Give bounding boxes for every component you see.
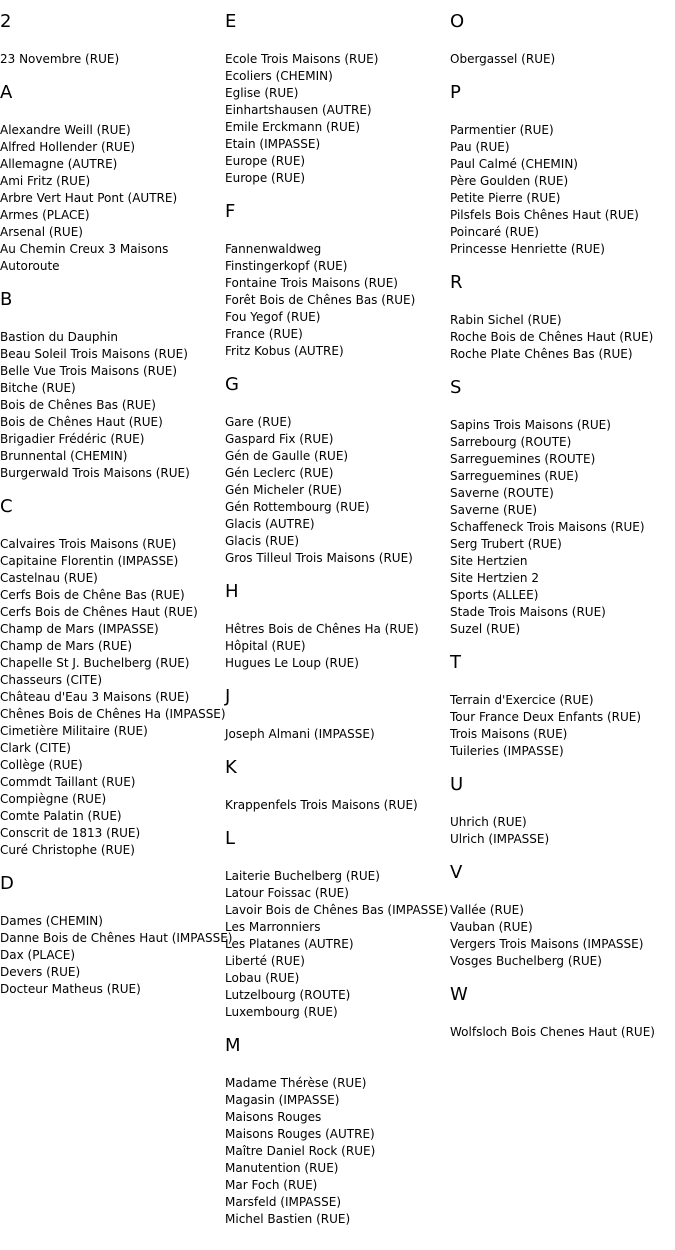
letter-group	[450, 82, 675, 258]
street-list	[450, 902, 675, 970]
letter-heading: G	[225, 374, 239, 395]
street-link[interactable]: Arsenal (RUE)	[0, 225, 83, 239]
street-link[interactable]: Sarreguemines (RUE)	[450, 469, 579, 483]
letter-group	[450, 272, 675, 363]
street-link[interactable]: Lavoir Bois de Chênes Bas (IMPASSE)	[225, 903, 449, 917]
letter-group	[0, 289, 225, 482]
letter-heading: K	[225, 757, 237, 778]
street-link[interactable]: Armes (PLACE)	[0, 208, 90, 222]
street-list	[450, 417, 675, 638]
street-link[interactable]: Ecoliers (CHEMIN)	[225, 69, 333, 83]
street-link[interactable]: Calvaires Trois Maisons (RUE)	[0, 537, 177, 551]
street-link[interactable]: Roche Plate Chênes Bas (RUE)	[450, 347, 633, 361]
street-link[interactable]: 23 Novembre (RUE)	[0, 52, 120, 66]
street-link[interactable]: Madame Thérèse (RUE)	[225, 1076, 367, 1090]
street-list	[225, 797, 450, 814]
street-link[interactable]: Vauban (RUE)	[450, 920, 533, 934]
street-link[interactable]: Les Platanes (AUTRE)	[225, 937, 354, 951]
street-link[interactable]: Arbre Vert Haut Pont (AUTRE)	[0, 191, 178, 205]
street-list	[0, 51, 225, 68]
letter-heading: L	[225, 828, 236, 849]
street-link[interactable]: Joseph Almani (IMPASSE)	[225, 727, 375, 741]
letter-heading: E	[225, 11, 237, 32]
street-link[interactable]: Finstingerkopf (RUE)	[225, 259, 348, 273]
street-link[interactable]: Uhrich (RUE)	[450, 815, 527, 829]
letter-group	[225, 686, 450, 743]
street-link[interactable]: Collège (RUE)	[0, 758, 83, 772]
street-link[interactable]: Latour Foissac (RUE)	[225, 886, 349, 900]
street-link[interactable]: Bois de Chênes Haut (RUE)	[0, 415, 163, 429]
street-link[interactable]: Comte Palatin (RUE)	[0, 809, 122, 823]
street-link[interactable]: Poincaré (RUE)	[450, 225, 539, 239]
street-link[interactable]: Bitche (RUE)	[0, 381, 76, 395]
street-link[interactable]: France (RUE)	[225, 327, 303, 341]
street-link[interactable]: Chasseurs (CITE)	[0, 673, 103, 687]
letter-heading: H	[225, 581, 239, 602]
index-column-1	[0, 11, 233, 1012]
street-link[interactable]: Maisons Rouges (AUTRE)	[225, 1127, 375, 1141]
street-link[interactable]: Europe (RUE)	[225, 171, 306, 185]
street-link[interactable]: Wolfsloch Bois Chenes Haut (RUE)	[450, 1025, 655, 1039]
street-link[interactable]: Princesse Henriette (RUE)	[450, 242, 605, 256]
letter-heading: C	[0, 496, 13, 517]
street-link[interactable]: Suzel (RUE)	[450, 622, 521, 636]
street-link[interactable]: Capitaine Florentin (IMPASSE)	[0, 554, 179, 568]
letter-group	[450, 652, 675, 760]
street-link[interactable]: Vergers Trois Maisons (IMPASSE)	[450, 937, 644, 951]
street-link[interactable]: Belle Vue Trois Maisons (RUE)	[0, 364, 178, 378]
street-list	[225, 868, 450, 1021]
letter-heading: A	[0, 82, 13, 103]
letter-group	[225, 581, 450, 672]
street-link[interactable]: Tuileries (IMPASSE)	[450, 744, 564, 758]
street-list	[450, 814, 675, 848]
street-link[interactable]: Rabin Sichel (RUE)	[450, 313, 562, 327]
street-link[interactable]: Emile Erckmann (RUE)	[225, 120, 361, 134]
street-link[interactable]: Sports (ALLEE)	[450, 588, 539, 602]
street-link[interactable]: Laiterie Buchelberg (RUE)	[225, 869, 380, 883]
street-list	[450, 51, 675, 68]
street-link[interactable]: Hugues Le Loup (RUE)	[225, 656, 359, 670]
street-link[interactable]: Hôpital (RUE)	[225, 639, 306, 653]
street-link[interactable]: Château d'Eau 3 Maisons (RUE)	[0, 690, 190, 704]
street-link[interactable]: Europe (RUE)	[225, 154, 306, 168]
letter-group	[450, 11, 675, 68]
letter-heading: F	[225, 201, 236, 222]
street-link[interactable]: Père Goulden (RUE)	[450, 174, 569, 188]
street-link[interactable]: Roche Bois de Chênes Haut (RUE)	[450, 330, 654, 344]
street-link[interactable]: Les Marronniers	[225, 920, 321, 934]
street-list	[450, 312, 675, 363]
street-link[interactable]: Einhartshausen (AUTRE)	[225, 103, 372, 117]
letter-heading: P	[450, 82, 461, 103]
street-link[interactable]: Cimetière Militaire (RUE)	[0, 724, 148, 738]
street-list	[450, 122, 675, 258]
street-link[interactable]: Fou Yegof (RUE)	[225, 310, 321, 324]
street-list	[0, 913, 233, 998]
street-link[interactable]: Ecole Trois Maisons (RUE)	[225, 52, 379, 66]
street-link[interactable]: Obergassel (RUE)	[450, 52, 556, 66]
letter-heading: D	[0, 873, 14, 894]
street-list	[450, 1024, 675, 1041]
letter-group	[225, 757, 450, 814]
street-link[interactable]: Marsfeld (IMPASSE)	[225, 1195, 342, 1209]
street-link[interactable]: Chapelle St J. Buchelberg (RUE)	[0, 656, 190, 670]
letter-group	[225, 1035, 450, 1228]
street-link[interactable]: Curé Christophe (RUE)	[0, 843, 135, 857]
letter-group	[225, 828, 450, 1021]
letter-heading: 2	[0, 11, 12, 32]
street-link[interactable]: Stade Trois Maisons (RUE)	[450, 605, 606, 619]
street-link[interactable]: Pilsfels Bois Chênes Haut (RUE)	[450, 208, 639, 222]
street-link[interactable]: Clark (CITE)	[0, 741, 71, 755]
street-list	[0, 329, 225, 482]
letter-group	[0, 873, 233, 998]
street-link[interactable]: Maître Daniel Rock (RUE)	[225, 1144, 376, 1158]
street-list	[225, 621, 450, 672]
street-link[interactable]: Pau (RUE)	[450, 140, 510, 154]
street-link[interactable]: Gros Tilleul Trois Maisons (RUE)	[225, 551, 413, 565]
street-list	[225, 51, 450, 187]
index-column-2	[225, 11, 450, 1242]
street-link[interactable]: Gén Micheler (RUE)	[225, 483, 342, 497]
letter-heading: M	[225, 1035, 241, 1056]
street-link[interactable]: Dames (CHEMIN)	[0, 914, 103, 928]
street-link[interactable]: Hêtres Bois de Chênes Ha (RUE)	[225, 622, 419, 636]
street-list	[225, 726, 450, 743]
street-link[interactable]: Terrain d'Exercice (RUE)	[450, 693, 594, 707]
street-link[interactable]: Champ de Mars (IMPASSE)	[0, 622, 159, 636]
street-link[interactable]: Au Chemin Creux 3 Maisons	[0, 242, 169, 256]
street-link[interactable]: Fannenwaldweg	[225, 242, 322, 256]
street-link[interactable]: Cerfs Bois de Chêne Bas (RUE)	[0, 588, 185, 602]
street-link[interactable]: Sarreguemines (ROUTE)	[450, 452, 596, 466]
street-link[interactable]: Manutention (RUE)	[225, 1161, 339, 1175]
street-link[interactable]: Saverne (ROUTE)	[450, 486, 554, 500]
street-link[interactable]: Site Hertzien 2	[450, 571, 539, 585]
street-link[interactable]: Serg Trubert (RUE)	[450, 537, 562, 551]
street-link[interactable]: Sarrebourg (ROUTE)	[450, 435, 572, 449]
street-link[interactable]: Fritz Kobus (AUTRE)	[225, 344, 344, 358]
street-link[interactable]: Castelnau (RUE)	[0, 571, 98, 585]
street-link[interactable]: Site Hertzien	[450, 554, 528, 568]
letter-heading: B	[0, 289, 13, 310]
street-link[interactable]: Danne Bois de Chênes Haut (IMPASSE)	[0, 931, 233, 945]
street-list	[450, 692, 675, 760]
index-column-3	[450, 11, 675, 1055]
street-link[interactable]: Vallée (RUE)	[450, 903, 524, 917]
street-link[interactable]: Luxembourg (RUE)	[225, 1005, 338, 1019]
street-link[interactable]: Ulrich (IMPASSE)	[450, 832, 550, 846]
letter-group	[0, 496, 225, 859]
street-link[interactable]: Sapins Trois Maisons (RUE)	[450, 418, 611, 432]
street-link[interactable]: Conscrit de 1813 (RUE)	[0, 826, 141, 840]
street-link[interactable]: Docteur Matheus (RUE)	[0, 982, 141, 996]
street-link[interactable]: Eglise (RUE)	[225, 86, 299, 100]
street-link[interactable]: Compiègne (RUE)	[0, 792, 107, 806]
street-link[interactable]: Glacis (RUE)	[225, 534, 300, 548]
street-link[interactable]: Bastion du Dauphin	[0, 330, 119, 344]
street-link[interactable]: Maisons Rouges	[225, 1110, 322, 1124]
street-list	[0, 122, 225, 275]
letter-group	[450, 984, 675, 1041]
street-link[interactable]: Chênes Bois de Chênes Ha (IMPASSE)	[0, 707, 226, 721]
street-link[interactable]: Gén Rottembourg (RUE)	[225, 500, 370, 514]
letter-heading: V	[450, 862, 463, 883]
street-link[interactable]: Vosges Buchelberg (RUE)	[450, 954, 602, 968]
street-link[interactable]: Bois de Chênes Bas (RUE)	[0, 398, 156, 412]
street-link[interactable]: Krappenfels Trois Maisons (RUE)	[225, 798, 418, 812]
street-link[interactable]: Paul Calmé (CHEMIN)	[450, 157, 578, 171]
street-link[interactable]: Gén de Gaulle (RUE)	[225, 449, 349, 463]
street-link[interactable]: Lobau (RUE)	[225, 971, 300, 985]
letter-heading: J	[225, 686, 231, 707]
street-link[interactable]: Burgerwald Trois Maisons (RUE)	[0, 466, 190, 480]
street-link[interactable]: Brunnental (CHEMIN)	[0, 449, 128, 463]
street-link[interactable]: Parmentier (RUE)	[450, 123, 554, 137]
street-list	[0, 536, 225, 859]
letter-group	[450, 774, 675, 848]
street-link[interactable]: Gaspard Fix (RUE)	[225, 432, 334, 446]
letter-group	[0, 11, 225, 68]
street-list	[225, 241, 450, 360]
street-link[interactable]: Petite Pierre (RUE)	[450, 191, 561, 205]
street-link[interactable]: Fontaine Trois Maisons (RUE)	[225, 276, 398, 290]
street-list	[225, 414, 450, 567]
street-link[interactable]: Mar Foch (RUE)	[225, 1178, 318, 1192]
letter-heading: T	[450, 652, 461, 673]
street-link[interactable]: Glacis (AUTRE)	[225, 517, 315, 531]
street-link[interactable]: Alfred Hollender (RUE)	[0, 140, 136, 154]
letter-group	[450, 862, 675, 970]
letter-heading: S	[450, 377, 462, 398]
letter-group	[225, 11, 450, 187]
street-link[interactable]: Lutzelbourg (ROUTE)	[225, 988, 351, 1002]
street-link[interactable]: Devers (RUE)	[0, 965, 81, 979]
street-link[interactable]: Ami Fritz (RUE)	[0, 174, 91, 188]
street-link[interactable]: Liberté (RUE)	[225, 954, 305, 968]
street-link[interactable]: Etain (IMPASSE)	[225, 137, 321, 151]
street-link[interactable]: Forêt Bois de Chênes Bas (RUE)	[225, 293, 416, 307]
letter-heading: W	[450, 984, 468, 1005]
street-link[interactable]: Magasin (IMPASSE)	[225, 1093, 340, 1107]
street-link[interactable]: Commdt Taillant (RUE)	[0, 775, 136, 789]
letter-heading: O	[450, 11, 465, 32]
street-link[interactable]: Autoroute	[0, 259, 60, 273]
street-link[interactable]: Beau Soleil Trois Maisons (RUE)	[0, 347, 188, 361]
letter-group	[0, 82, 225, 275]
street-link[interactable]: Michel Bastien (RUE)	[225, 1212, 351, 1226]
street-list	[225, 1075, 450, 1228]
letter-group	[225, 201, 450, 360]
street-link[interactable]: Cerfs Bois de Chênes Haut (RUE)	[0, 605, 198, 619]
letter-group	[225, 374, 450, 567]
street-link[interactable]: Trois Maisons (RUE)	[450, 727, 568, 741]
letter-heading: R	[450, 272, 463, 293]
street-link[interactable]: Brigadier Frédéric (RUE)	[0, 432, 145, 446]
street-link[interactable]: Saverne (RUE)	[450, 503, 538, 517]
street-link[interactable]: Schaffeneck Trois Maisons (RUE)	[450, 520, 645, 534]
street-link[interactable]: Champ de Mars (RUE)	[0, 639, 133, 653]
street-link[interactable]: Tour France Deux Enfants (RUE)	[450, 710, 642, 724]
street-link[interactable]: Alexandre Weill (RUE)	[0, 123, 131, 137]
street-link[interactable]: Gare (RUE)	[225, 415, 292, 429]
street-link[interactable]: Allemagne (AUTRE)	[0, 157, 118, 171]
street-link[interactable]: Gén Leclerc (RUE)	[225, 466, 334, 480]
street-link[interactable]: Dax (PLACE)	[0, 948, 76, 962]
letter-group	[450, 377, 675, 638]
letter-heading: U	[450, 774, 464, 795]
